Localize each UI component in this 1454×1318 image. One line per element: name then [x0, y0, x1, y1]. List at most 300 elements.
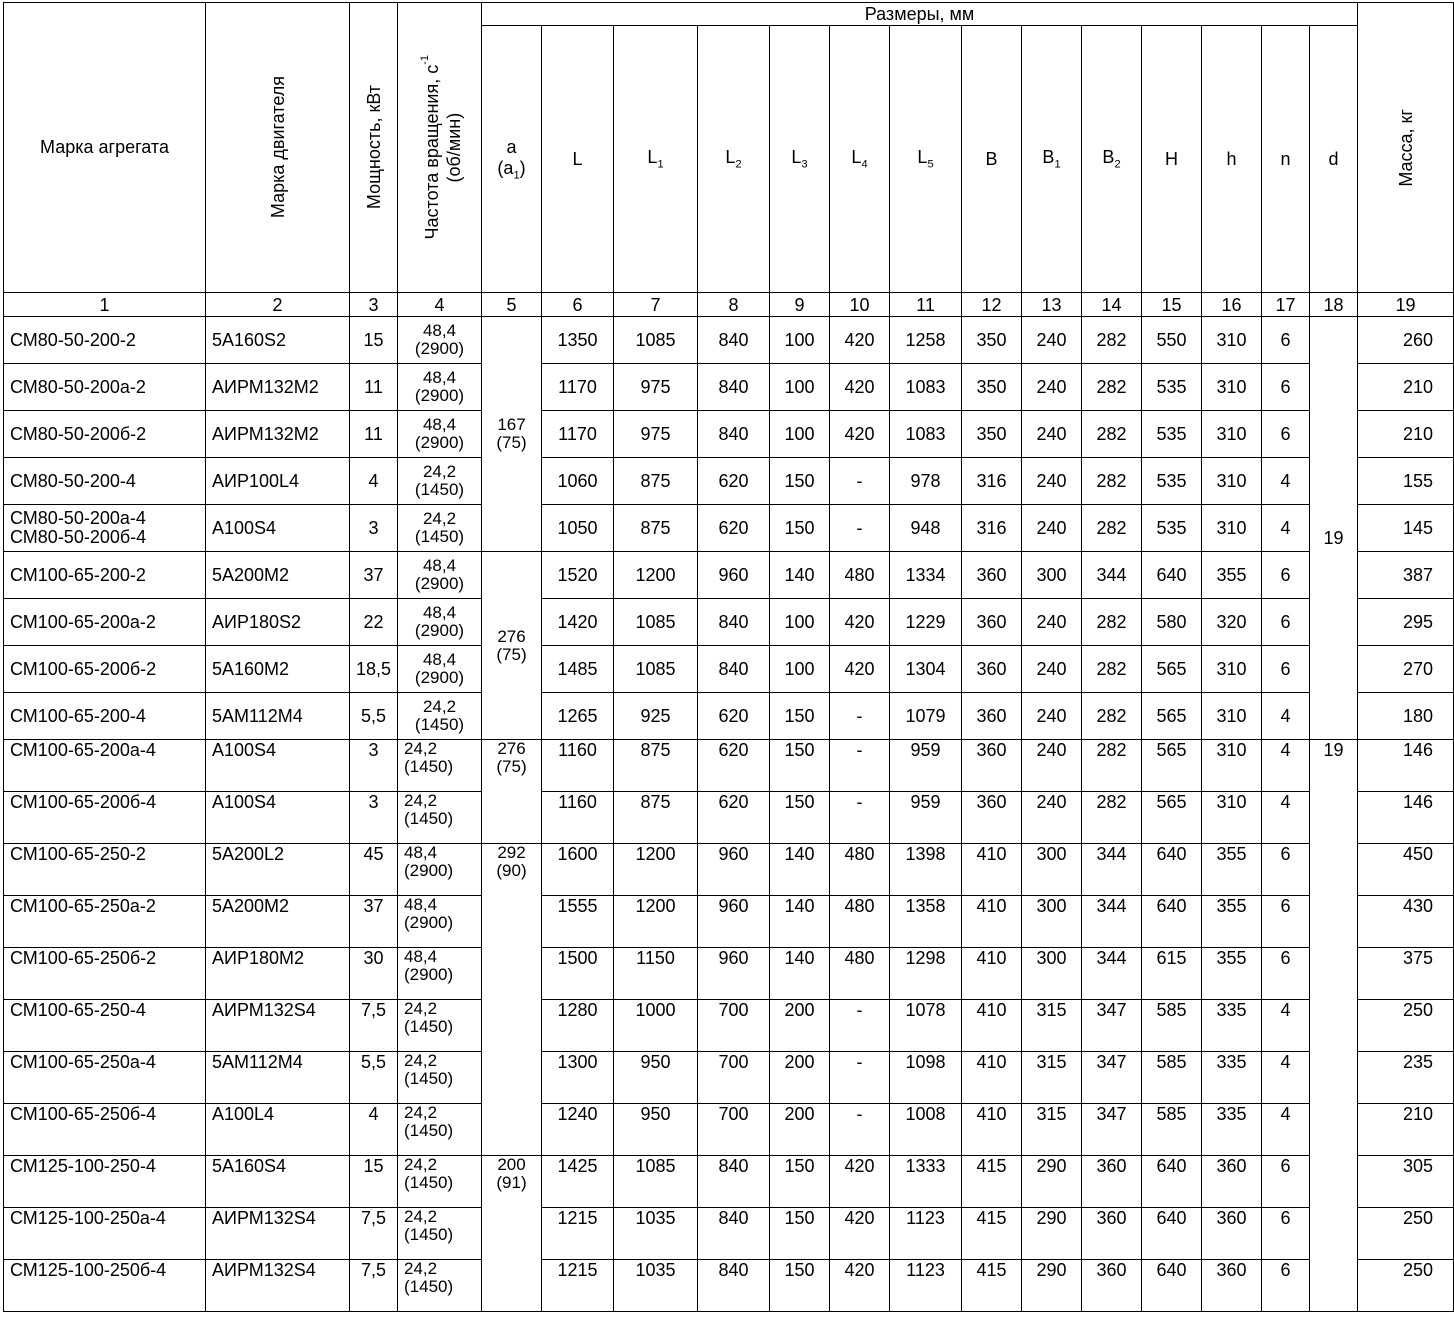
- dim-cell: 140: [770, 948, 830, 1000]
- cell-line: (75): [496, 757, 527, 776]
- dim-cell: 1280: [542, 1000, 614, 1052]
- dim-cell: 150: [770, 505, 830, 552]
- dim-cell: 320: [1202, 599, 1262, 646]
- mass-cell: 387: [1358, 552, 1454, 599]
- dim-cell: 620: [698, 505, 770, 552]
- header-speed: Частота вращения, $с^{-1}$ (об/мин): [398, 3, 482, 293]
- cell-line: 48,4: [422, 603, 457, 622]
- dim-cell: 1150: [614, 948, 698, 1000]
- dim-cell: -: [830, 1000, 890, 1052]
- n-cell: 6: [1262, 552, 1310, 599]
- dim-cell: -: [830, 505, 890, 552]
- mass-cell: 270: [1358, 646, 1454, 693]
- cell-line: (91): [496, 1173, 527, 1192]
- speed-cell: [398, 693, 482, 740]
- brand-cell: СМ100-65-200а-4: [4, 740, 206, 792]
- dim-cell: 282: [1082, 792, 1142, 844]
- cell-line: (1450): [404, 1277, 454, 1296]
- dim-cell: 410: [962, 948, 1022, 1000]
- dim-cell: 565: [1142, 693, 1202, 740]
- dim-cell: 316: [962, 505, 1022, 552]
- dim-cell: 925: [614, 693, 698, 740]
- cell-line: 48,4: [404, 895, 438, 914]
- brand-cell: СМ100-65-250а-4: [4, 1052, 206, 1104]
- dim-cell: 282: [1082, 646, 1142, 693]
- dim-cell: 1398: [890, 844, 962, 896]
- dim-cell: 347: [1082, 1000, 1142, 1052]
- table-row: [4, 1000, 1454, 1052]
- dim-cell: 240: [1022, 317, 1082, 364]
- dim-cell: 535: [1142, 411, 1202, 458]
- n-cell: 4: [1262, 1052, 1310, 1104]
- brand-cell: СМ80-50-200-4: [4, 458, 206, 505]
- cell-line: (75): [496, 644, 527, 664]
- power-cell: 30: [350, 948, 398, 1000]
- column-number: 6: [542, 293, 614, 317]
- mass-cell: 250: [1358, 1000, 1454, 1052]
- dim-cell: 1298: [890, 948, 962, 1000]
- dim-cell: 840: [698, 411, 770, 458]
- dim-cell: -: [830, 740, 890, 792]
- dim-cell: 240: [1022, 646, 1082, 693]
- dim-cell: 975: [614, 411, 698, 458]
- speed-cell: [398, 1156, 482, 1208]
- dim-cell: 960: [698, 896, 770, 948]
- cell-line: (1450): [404, 1069, 454, 1088]
- dim-cell: 150: [770, 792, 830, 844]
- dim-cell: 282: [1082, 364, 1142, 411]
- speed-cell: [398, 552, 482, 599]
- table-row: [4, 411, 1454, 458]
- dim-cell: 1160: [542, 740, 614, 792]
- dim-cell: 565: [1142, 740, 1202, 792]
- dim-cell: 875: [614, 458, 698, 505]
- motor-cell: А100S4: [206, 505, 350, 552]
- column-number: 1: [4, 293, 206, 317]
- cell-line: 276: [497, 626, 526, 646]
- table-row: [4, 646, 1454, 693]
- power-cell: 4: [350, 458, 398, 505]
- dim-cell: 535: [1142, 458, 1202, 505]
- dim-cell: 700: [698, 1104, 770, 1156]
- dim-cell: 700: [698, 1052, 770, 1104]
- dim-cell: 350: [962, 364, 1022, 411]
- dim-cell: 240: [1022, 792, 1082, 844]
- dim-cell: 975: [614, 364, 698, 411]
- dim-cell: 1420: [542, 599, 614, 646]
- cell-line: 48,4: [404, 947, 438, 966]
- cell-line: (2900): [414, 433, 465, 452]
- dim-cell: 360: [1202, 1208, 1262, 1260]
- dim-cell: 1000: [614, 1000, 698, 1052]
- speed-cell: [398, 1104, 482, 1156]
- dim-cell: 1485: [542, 646, 614, 693]
- mass-cell: 210: [1358, 411, 1454, 458]
- dim-cell: 335: [1202, 1052, 1262, 1104]
- dim-cell: 1500: [542, 948, 614, 1000]
- cell-line: (1450): [404, 809, 454, 828]
- speed-cell: [398, 364, 482, 411]
- dim-cell: 200: [770, 1052, 830, 1104]
- n-cell: 6: [1262, 317, 1310, 364]
- dim-cell: 840: [698, 1260, 770, 1312]
- dim-cell: 344: [1082, 896, 1142, 948]
- brand-cell: СМ100-65-250-4: [4, 1000, 206, 1052]
- table-row: [4, 740, 1454, 792]
- table-row: [4, 1156, 1454, 1208]
- speed-cell: [398, 505, 482, 552]
- power-cell: 3: [350, 792, 398, 844]
- dim-cell: 1079: [890, 693, 962, 740]
- dim-cell: 950: [614, 1104, 698, 1156]
- dim-cell: 100: [770, 411, 830, 458]
- n-cell: 4: [1262, 693, 1310, 740]
- dim-cell: 100: [770, 317, 830, 364]
- cell-line: (2900): [404, 965, 454, 984]
- header-motor: Марка двигателя: [206, 3, 350, 293]
- speed-cell: [398, 317, 482, 364]
- dim-cell: 550: [1142, 317, 1202, 364]
- dim-cell: 282: [1082, 740, 1142, 792]
- dim-cell: 360: [962, 693, 1022, 740]
- header-a: а $(а_1)$: [482, 26, 542, 293]
- dim-cell: 150: [770, 740, 830, 792]
- speed-cell: [398, 1260, 482, 1312]
- dim-cell: -: [830, 693, 890, 740]
- dim-cell: 1350: [542, 317, 614, 364]
- power-cell: 3: [350, 740, 398, 792]
- dim-cell: -: [830, 1052, 890, 1104]
- power-cell: 5,5: [350, 1052, 398, 1104]
- a-cell: [482, 1156, 542, 1312]
- dim-cell: 355: [1202, 948, 1262, 1000]
- dim-cell: 150: [770, 1260, 830, 1312]
- dim-cell: 310: [1202, 411, 1262, 458]
- dim-cell: 1085: [614, 317, 698, 364]
- dim-cell: 150: [770, 1208, 830, 1260]
- dim-cell: 344: [1082, 948, 1142, 1000]
- brand-cell: СМ100-65-250б-4: [4, 1104, 206, 1156]
- dim-cell: 960: [698, 948, 770, 1000]
- motor-cell: АИРМ132М2: [206, 364, 350, 411]
- dim-cell: -: [830, 1104, 890, 1156]
- n-cell: 4: [1262, 740, 1310, 792]
- header-B2: $B_2$: [1082, 26, 1142, 293]
- dim-cell: 410: [962, 1104, 1022, 1156]
- table-row: [4, 948, 1454, 1000]
- brand-cell: СМ100-65-250-2: [4, 844, 206, 896]
- n-cell: 4: [1262, 1000, 1310, 1052]
- dim-cell: 1358: [890, 896, 962, 948]
- dim-cell: 1035: [614, 1260, 698, 1312]
- dim-cell: 240: [1022, 740, 1082, 792]
- column-number: 14: [1082, 293, 1142, 317]
- dim-cell: 344: [1082, 552, 1142, 599]
- speed-cell: [398, 411, 482, 458]
- table-row: [4, 844, 1454, 896]
- dim-cell: 410: [962, 896, 1022, 948]
- dim-cell: 282: [1082, 317, 1142, 364]
- dim-cell: 282: [1082, 458, 1142, 505]
- dim-cell: -: [830, 792, 890, 844]
- table-row: [4, 896, 1454, 948]
- n-cell: 6: [1262, 896, 1310, 948]
- dim-cell: 150: [770, 458, 830, 505]
- cell-line: (1450): [414, 527, 465, 546]
- cell-line: (2900): [414, 339, 465, 358]
- n-cell: 6: [1262, 1260, 1310, 1312]
- motor-cell: 5А160S4: [206, 1156, 350, 1208]
- motor-cell: 5АМ112М4: [206, 693, 350, 740]
- dim-cell: 420: [830, 1260, 890, 1312]
- speed-cell: [398, 740, 482, 792]
- dim-cell: 640: [1142, 1156, 1202, 1208]
- table-row: [4, 364, 1454, 411]
- cell-line: 24,2: [404, 791, 438, 810]
- mass-cell: 146: [1358, 740, 1454, 792]
- speed-cell: [398, 792, 482, 844]
- brand-cell: СМ80-50-200-2: [4, 317, 206, 364]
- dim-cell: 300: [1022, 844, 1082, 896]
- cell-line: (1450): [404, 1225, 454, 1244]
- dim-cell: 240: [1022, 505, 1082, 552]
- table-row: [4, 317, 1454, 364]
- dim-cell: 310: [1202, 646, 1262, 693]
- brand-cell: СМ100-65-200-2: [4, 552, 206, 599]
- brand-cell: СМ125-100-250-4: [4, 1156, 206, 1208]
- dim-cell: 1123: [890, 1208, 962, 1260]
- power-cell: 37: [350, 896, 398, 948]
- cell-line: (1450): [404, 1017, 454, 1036]
- dim-cell: 585: [1142, 1104, 1202, 1156]
- dim-cell: 240: [1022, 599, 1082, 646]
- dim-cell: 535: [1142, 505, 1202, 552]
- cell-line: СМ80-50-200б-4: [10, 527, 147, 547]
- motor-cell: 5А200М2: [206, 552, 350, 599]
- column-number: 19: [1358, 293, 1454, 317]
- brand-cell: СМ100-65-200б-2: [4, 646, 206, 693]
- dim-cell: 310: [1202, 740, 1262, 792]
- dim-cell: 1334: [890, 552, 962, 599]
- dim-cell: 420: [830, 1156, 890, 1208]
- dim-cell: 355: [1202, 552, 1262, 599]
- mass-cell: 250: [1358, 1260, 1454, 1312]
- cell-line: 24,2: [422, 697, 457, 716]
- mass-cell: 250: [1358, 1208, 1454, 1260]
- dim-cell: 1085: [614, 1156, 698, 1208]
- dim-cell: 950: [614, 1052, 698, 1104]
- motor-cell: 5А160S2: [206, 317, 350, 364]
- table-row: [4, 1104, 1454, 1156]
- column-number: 11: [890, 293, 962, 317]
- power-cell: 22: [350, 599, 398, 646]
- dim-cell: 840: [698, 364, 770, 411]
- header-L4: $L_4$: [830, 26, 890, 293]
- n-cell: 4: [1262, 792, 1310, 844]
- power-cell: 7,5: [350, 1208, 398, 1260]
- mass-cell: 305: [1358, 1156, 1454, 1208]
- dim-cell: 1083: [890, 411, 962, 458]
- dim-cell: 580: [1142, 599, 1202, 646]
- column-number: 18: [1310, 293, 1358, 317]
- dim-cell: 840: [698, 1208, 770, 1260]
- brand-cell: СМ100-65-250б-2: [4, 948, 206, 1000]
- speed-cell: [398, 458, 482, 505]
- dim-cell: 360: [1082, 1208, 1142, 1260]
- cell-line: 24,2: [404, 1259, 438, 1278]
- dim-cell: 1200: [614, 844, 698, 896]
- dim-cell: 1600: [542, 844, 614, 896]
- dim-cell: 1555: [542, 896, 614, 948]
- n-cell: 6: [1262, 948, 1310, 1000]
- dim-cell: 410: [962, 1052, 1022, 1104]
- power-cell: 37: [350, 552, 398, 599]
- mass-cell: 430: [1358, 896, 1454, 948]
- dim-cell: 150: [770, 693, 830, 740]
- dim-cell: 200: [770, 1000, 830, 1052]
- dim-cell: 290: [1022, 1156, 1082, 1208]
- dim-cell: 1123: [890, 1260, 962, 1312]
- dim-cell: 240: [1022, 693, 1082, 740]
- dim-cell: 282: [1082, 599, 1142, 646]
- cell-line: (2900): [414, 386, 465, 405]
- power-cell: 3: [350, 505, 398, 552]
- dim-cell: 240: [1022, 411, 1082, 458]
- speed-cell: [398, 896, 482, 948]
- dim-cell: 1085: [614, 646, 698, 693]
- header-L: L: [542, 26, 614, 293]
- dim-cell: 300: [1022, 948, 1082, 1000]
- dim-cell: 315: [1022, 1052, 1082, 1104]
- dim-cell: 282: [1082, 505, 1142, 552]
- dim-cell: 420: [830, 317, 890, 364]
- cell-line: (1450): [404, 757, 454, 776]
- power-cell: 11: [350, 364, 398, 411]
- dim-cell: 420: [830, 599, 890, 646]
- dim-cell: 150: [770, 1156, 830, 1208]
- header-h: h: [1202, 26, 1262, 293]
- motor-cell: 5АМ112М4: [206, 1052, 350, 1104]
- dim-cell: 1520: [542, 552, 614, 599]
- motor-cell: АИР180S2: [206, 599, 350, 646]
- power-cell: 45: [350, 844, 398, 896]
- dim-cell: 1265: [542, 693, 614, 740]
- motor-cell: АИРМ132S4: [206, 1260, 350, 1312]
- dim-cell: 360: [962, 646, 1022, 693]
- speed-cell: [398, 948, 482, 1000]
- dim-cell: 420: [830, 1208, 890, 1260]
- cell-line: 276: [497, 739, 526, 758]
- dim-cell: 420: [830, 411, 890, 458]
- dim-cell: 960: [698, 844, 770, 896]
- header-power: Мощность, кВт: [350, 3, 398, 293]
- dim-cell: 1304: [890, 646, 962, 693]
- dim-cell: 1170: [542, 364, 614, 411]
- brand-cell: СМ100-65-250а-2: [4, 896, 206, 948]
- dim-cell: 360: [962, 552, 1022, 599]
- a-cell: [482, 740, 542, 844]
- dim-cell: 410: [962, 844, 1022, 896]
- column-number: 13: [1022, 293, 1082, 317]
- n-cell: 6: [1262, 844, 1310, 896]
- dim-cell: 535: [1142, 364, 1202, 411]
- dim-cell: 1215: [542, 1208, 614, 1260]
- brand-cell: СМ100-65-200б-4: [4, 792, 206, 844]
- table-row: [4, 458, 1454, 505]
- table-row: [4, 693, 1454, 740]
- cell-line: (1450): [404, 1173, 454, 1192]
- dim-cell: 875: [614, 740, 698, 792]
- header-B1: $B_1$: [1022, 26, 1082, 293]
- dim-cell: 480: [830, 896, 890, 948]
- dim-cell: 240: [1022, 364, 1082, 411]
- dim-cell: 360: [1202, 1156, 1262, 1208]
- mass-cell: 145: [1358, 505, 1454, 552]
- motor-cell: А100L4: [206, 1104, 350, 1156]
- header-mass: Масса, кг: [1358, 3, 1454, 293]
- cell-line: (1450): [414, 480, 465, 499]
- n-cell: 4: [1262, 505, 1310, 552]
- cell-line: (2900): [404, 913, 454, 932]
- speed-cell: [398, 1052, 482, 1104]
- dim-cell: 1170: [542, 411, 614, 458]
- dim-cell: 360: [962, 792, 1022, 844]
- cell-line: 24,2: [422, 509, 457, 528]
- dim-cell: 290: [1022, 1208, 1082, 1260]
- a-cell: [482, 552, 542, 740]
- motor-cell: А100S4: [206, 792, 350, 844]
- brand-cell: [4, 505, 206, 552]
- header-L3: $L_3$: [770, 26, 830, 293]
- cell-line: 200: [497, 1155, 526, 1174]
- dim-cell: 840: [698, 599, 770, 646]
- dim-cell: 640: [1142, 1208, 1202, 1260]
- dim-cell: 875: [614, 792, 698, 844]
- mass-cell: 180: [1358, 693, 1454, 740]
- dim-cell: 1333: [890, 1156, 962, 1208]
- mass-cell: 146: [1358, 792, 1454, 844]
- dim-cell: 1008: [890, 1104, 962, 1156]
- dim-cell: 140: [770, 844, 830, 896]
- cell-line: 48,4: [422, 556, 457, 575]
- dim-cell: 620: [698, 740, 770, 792]
- dim-cell: 300: [1022, 896, 1082, 948]
- dim-cell: 310: [1202, 364, 1262, 411]
- column-number: 7: [614, 293, 698, 317]
- a-cell: [482, 844, 542, 1156]
- dim-cell: 360: [1202, 1260, 1262, 1312]
- cell-line: (1450): [414, 715, 465, 734]
- n-cell: 6: [1262, 599, 1310, 646]
- mass-cell: 235: [1358, 1052, 1454, 1104]
- brand-cell: СМ125-100-250а-4: [4, 1208, 206, 1260]
- dim-cell: 100: [770, 599, 830, 646]
- dim-cell: 640: [1142, 844, 1202, 896]
- dim-cell: 355: [1202, 896, 1262, 948]
- header-n: n: [1262, 26, 1310, 293]
- speed-cell: [398, 646, 482, 693]
- dim-cell: 1215: [542, 1260, 614, 1312]
- table-row: [4, 1208, 1454, 1260]
- dim-cell: 140: [770, 552, 830, 599]
- a-cell: [482, 317, 542, 552]
- n-cell: 6: [1262, 646, 1310, 693]
- motor-cell: А100S4: [206, 740, 350, 792]
- dim-cell: 1200: [614, 896, 698, 948]
- cell-line: (75): [496, 433, 527, 452]
- dim-cell: 420: [830, 646, 890, 693]
- dim-cell: 1160: [542, 792, 614, 844]
